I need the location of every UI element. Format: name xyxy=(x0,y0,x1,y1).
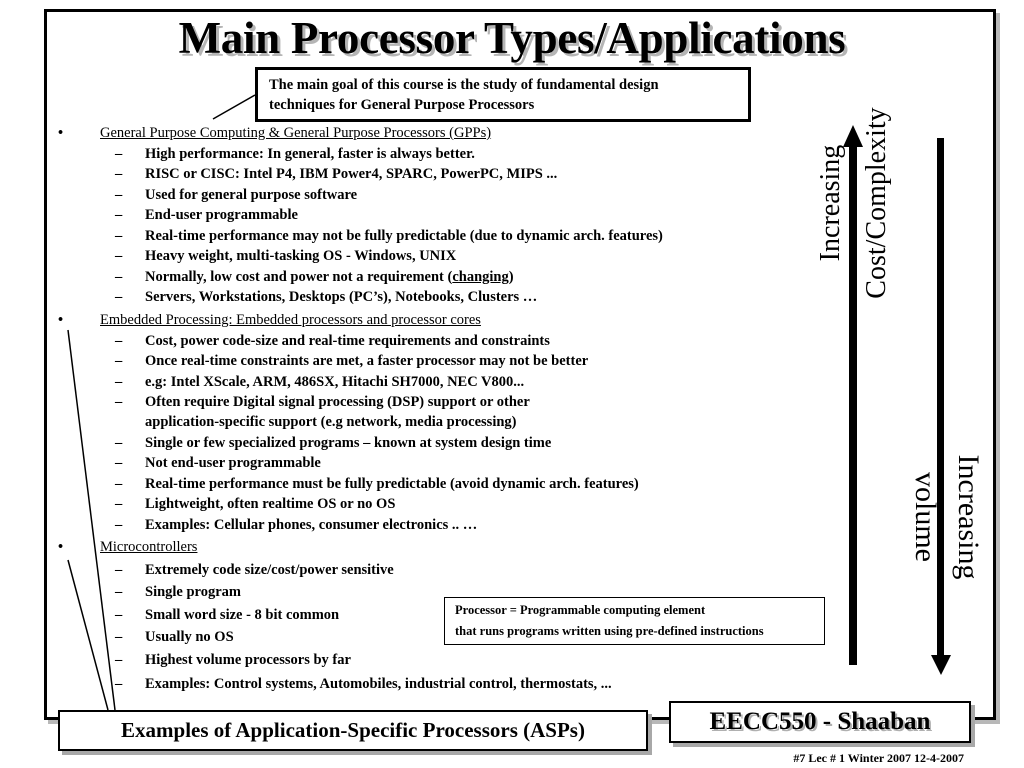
course-name: EECC550 - Shaaban xyxy=(709,708,931,735)
list-item-text: RISC or CISC: Intel P4, IBM Power4, SPARC, PowerPC, MIPS ... xyxy=(145,166,558,182)
dash-marker: – xyxy=(115,228,123,244)
list-item-text: Real-time performance must be fully predictable (avoid dynamic arch. features) xyxy=(145,476,639,492)
dash-marker: – xyxy=(115,374,123,390)
dash-marker: – xyxy=(115,289,123,305)
dash-marker: – xyxy=(115,394,123,410)
dash-marker: – xyxy=(115,166,123,182)
changing-word: changing xyxy=(452,269,509,285)
dash-marker: – xyxy=(115,353,123,369)
dash-marker: – xyxy=(115,607,123,623)
goal-connector-line xyxy=(213,95,255,119)
cost-label-line-2: Cost/Complexity xyxy=(861,107,892,299)
processor-definition-line-2: that runs programs written using pre-defined instructions xyxy=(455,624,764,638)
list-item-text: Small word size - 8 bit common xyxy=(145,607,340,623)
dash-marker: – xyxy=(115,435,123,451)
bullet-marker: • xyxy=(58,312,64,328)
list-item-text: Once real-time constraints are met, a faster processor may not be better xyxy=(145,353,589,369)
list-item-text: Cost, power code-size and real-time requirements and constraints xyxy=(145,333,550,349)
asp-examples-box: Examples of Application-Specific Processors (ASPs) xyxy=(58,710,648,751)
dash-marker: – xyxy=(115,269,123,285)
course-goal-line-2: techniques for General Purpose Processors xyxy=(269,97,535,113)
list-item-text: Usually no OS xyxy=(145,629,234,645)
list-item-text: Real-time performance may not be fully predictable (due to dynamic arch. features) xyxy=(145,228,663,244)
list-item-text: Extremely code size/cost/power sensitive xyxy=(145,562,394,578)
processor-definition-line-1: Processor = Programmable computing element xyxy=(455,603,706,617)
dash-marker: – xyxy=(115,187,123,203)
list-item-text xyxy=(145,268,514,286)
dash-marker: – xyxy=(115,207,123,223)
list-item-text: Examples: Cellular phones, consumer electronics .. … xyxy=(145,517,478,533)
list-item-text: Lightweight, often realtime OS or no OS xyxy=(145,496,396,512)
volume-label-line-1: Increasing xyxy=(952,454,985,580)
dash-marker: – xyxy=(115,517,123,533)
cost-label-line-1: Increasing xyxy=(815,144,846,262)
list-item-text: Servers, Workstations, Desktops (PC’s), Notebooks, Clusters … xyxy=(145,289,538,305)
dash-marker: – xyxy=(115,629,123,645)
dash-marker: – xyxy=(115,562,123,578)
list-item-text: Single or few specialized programs – known at system design time xyxy=(145,435,552,451)
list-item-text: Examples: Control systems, Automobiles, industrial control, thermostats, ... xyxy=(145,676,612,692)
microcontrollers-heading: Microcontrollers xyxy=(100,539,198,555)
dash-marker: – xyxy=(115,652,123,668)
list-item-text: Highest volume processors by far xyxy=(145,652,351,668)
dash-marker: – xyxy=(115,476,123,492)
course-goal-line-1: The main goal of this course is the study of fundamental design xyxy=(269,77,659,93)
processor-definition-box xyxy=(444,597,825,645)
list-item-text-post: ) xyxy=(508,269,514,285)
list-item-text: e.g: Intel XScale, ARM, 486SX, Hitachi SH7000, NEC V800... xyxy=(145,374,525,390)
dash-marker: – xyxy=(115,455,123,471)
list-item-text: Often require Digital signal processing (DSP) support or other xyxy=(145,394,530,410)
list-item-text-pre: Normally, low cost and power not a requirement ( xyxy=(145,269,453,285)
microcontroller-connector-line xyxy=(68,560,108,710)
bullet-marker: • xyxy=(58,539,64,555)
list-item-text: Not end-user programmable xyxy=(145,455,321,471)
dash-marker: – xyxy=(115,584,123,600)
embedded-connector-line xyxy=(68,330,115,710)
slide-footer: #7 Lec # 1 Winter 2007 12-4-2007 xyxy=(793,751,964,765)
slide-title: Main Processor Types/Applications xyxy=(178,13,846,63)
list-item-text: Single program xyxy=(145,584,241,600)
embedded-heading: Embedded Processing: Embedded processors and processor cores xyxy=(100,312,481,328)
list-item-text: Used for general purpose software xyxy=(145,187,358,203)
dash-marker: – xyxy=(115,248,123,264)
list-item-text: application-specific support (e.g network, media processing) xyxy=(145,414,517,430)
dash-marker: – xyxy=(115,496,123,512)
course-name-box xyxy=(669,701,971,743)
volume-label-line-2: volume xyxy=(909,472,942,562)
list-item-text: End-user programmable xyxy=(145,207,298,223)
dash-marker: – xyxy=(115,333,123,349)
gpp-heading: General Purpose Computing & General Purpose Processors (GPPs) xyxy=(100,125,492,141)
list-item-text: High performance: In general, faster is always better. xyxy=(145,146,475,162)
dash-marker: – xyxy=(115,146,123,162)
dash-marker: – xyxy=(115,676,123,692)
list-item-text: Heavy weight, multi-tasking OS - Windows, UNIX xyxy=(145,248,457,264)
bullet-marker: • xyxy=(58,125,64,141)
